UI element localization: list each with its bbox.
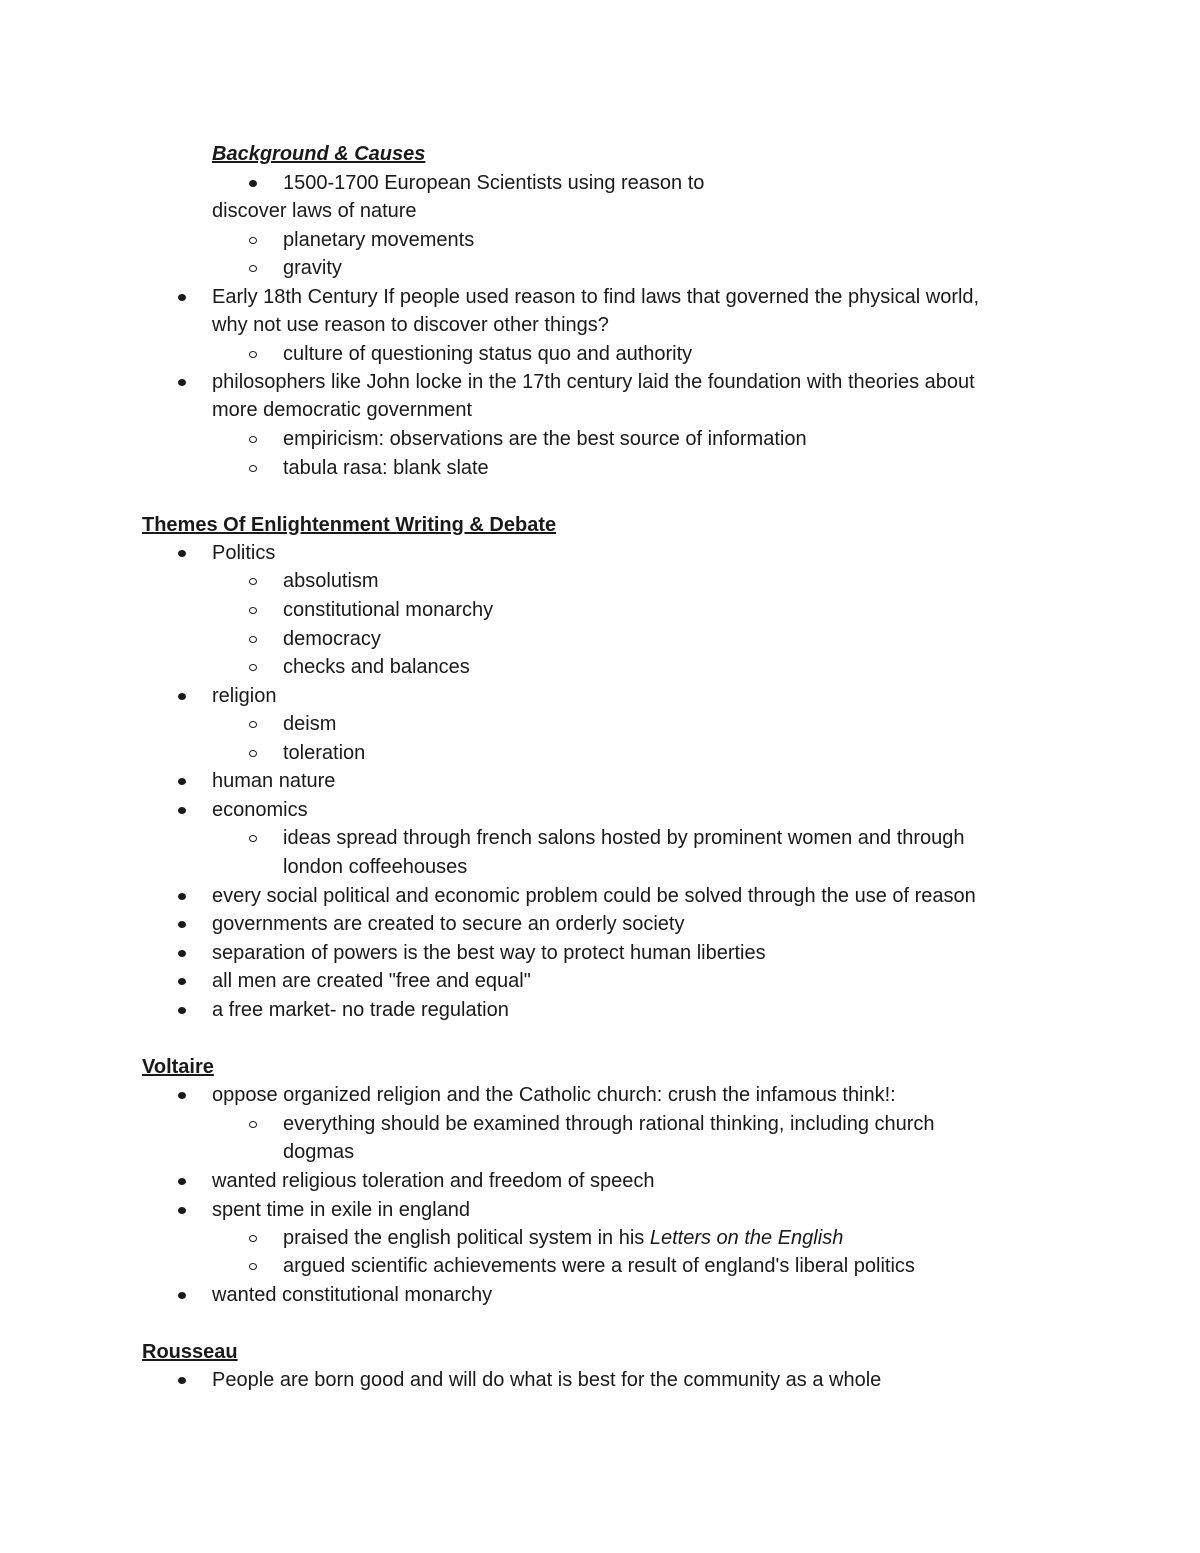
sub-list-item-text: empiricism: observations are the best source of information (283, 428, 807, 450)
list-item (212, 967, 531, 995)
list-item (212, 1366, 881, 1394)
sub-list-item-text: culture of questioning status quo and authority (283, 343, 693, 365)
sub-list-item (283, 425, 807, 453)
sub-list-item-text: democracy (283, 628, 381, 650)
hollow-bullet-icon (249, 1235, 257, 1242)
sub-list-item (283, 1252, 915, 1280)
sub-list-item-text: checks and balances (283, 656, 470, 678)
section-heading-voltaire: Voltaire (142, 1056, 214, 1078)
sub-list-item-continuation: dogmas (283, 1141, 355, 1163)
hollow-bullet-icon (249, 237, 257, 244)
sub-list-item-text: constitutional monarchy (283, 599, 494, 621)
list-item (212, 1167, 655, 1195)
hollow-bullet-icon (249, 465, 257, 472)
list-item (212, 939, 766, 967)
sub-list-item (283, 625, 381, 653)
list-item (212, 283, 979, 311)
list-item-text: 1500-1700 European Scientists using reason to (283, 172, 705, 194)
sub-list-item (283, 710, 336, 738)
sub-list-item (283, 1110, 935, 1138)
hollow-bullet-icon (249, 351, 257, 358)
bullet-icon (178, 1292, 186, 1299)
bullet-icon (178, 950, 186, 957)
sub-list-item (283, 653, 470, 681)
bullet-icon (178, 978, 186, 985)
list-item (283, 169, 704, 197)
hollow-bullet-icon (249, 664, 257, 671)
list-item-text: all men are created "free and equal" (212, 970, 531, 992)
list-item-text: spent time in exile in england (212, 1199, 470, 1221)
hollow-bullet-icon (249, 835, 257, 842)
bullet-icon (178, 778, 186, 785)
sub-list-item-text: argued scientific achievements were a result of england's liberal politics (283, 1255, 915, 1277)
sub-list-item-text: gravity (283, 257, 342, 279)
list-item (212, 996, 509, 1024)
bullet-icon (178, 893, 186, 900)
list-item-text: Early 18th Century If people used reason to find laws that governed the physical world, (212, 286, 980, 308)
list-item-text: separation of powers is the best way to protect human liberties (212, 942, 766, 964)
sub-list-item-text: praised the english political system in his (283, 1227, 650, 1249)
sub-list-item-text: tabula rasa: blank slate (283, 457, 489, 479)
bullet-icon (178, 1377, 186, 1384)
bullet-icon (178, 1007, 186, 1014)
hollow-bullet-icon (249, 436, 257, 443)
list-item-text: a free market- no trade regulation (212, 999, 509, 1021)
sub-list-item-text: ideas spread through french salons hosted by prominent women and through (283, 827, 965, 849)
bullet-icon (178, 807, 186, 814)
sub-list-item (283, 567, 379, 595)
bullet-icon (249, 180, 257, 187)
hollow-bullet-icon (249, 750, 257, 757)
list-item (212, 796, 308, 824)
list-item-text: wanted religious toleration and freedom of speech (212, 1170, 655, 1192)
list-item (212, 539, 275, 567)
sub-list-item (283, 340, 692, 368)
sub-list-item-text: absolutism (283, 570, 379, 592)
list-item-text: wanted constitutional monarchy (212, 1284, 493, 1306)
list-item (212, 1081, 896, 1109)
book-title: Letters on the English (649, 1227, 844, 1249)
sub-list-item-continuation: london coffeehouses (283, 856, 468, 878)
list-item (212, 767, 335, 795)
hollow-bullet-icon (249, 721, 257, 728)
bullet-icon (178, 1178, 186, 1185)
bullet-icon (178, 1207, 186, 1214)
list-item-text: oppose organized religion and the Catholic church: crush the infamous think!: (212, 1084, 896, 1106)
sub-list-item-text: planetary movements (283, 229, 475, 251)
hollow-bullet-icon (249, 1263, 257, 1270)
hollow-bullet-icon (249, 607, 257, 614)
list-item (212, 368, 975, 396)
sub-list-item-text: everything should be examined through rational thinking, including church (283, 1113, 935, 1135)
sub-list-item-text: toleration (283, 742, 366, 764)
list-item (212, 682, 276, 710)
section-heading-themes: Themes Of Enlightenment Writing & Debate (142, 514, 557, 536)
bullet-icon (178, 294, 186, 301)
list-item-text: every social political and economic problem could be solved through the use of reason (212, 885, 976, 907)
list-item (212, 882, 976, 910)
section-heading-background: Background & Causes (212, 143, 426, 165)
list-item (212, 1281, 492, 1309)
section-heading-rousseau: Rousseau (142, 1341, 238, 1363)
list-item-text: Politics (212, 542, 276, 564)
list-item-text: governments are created to secure an orderly society (212, 913, 685, 935)
sub-list-item (283, 226, 474, 254)
sub-list-item (283, 739, 365, 767)
list-item-continuation: more democratic government (212, 399, 473, 421)
bullet-icon (178, 550, 186, 557)
list-item-text: economics (212, 799, 308, 821)
sub-list-item (283, 824, 965, 852)
list-item (212, 910, 684, 938)
hollow-bullet-icon (249, 636, 257, 643)
list-item-text: human nature (212, 770, 336, 792)
sub-list-item (283, 596, 493, 624)
list-item-continuation: why not use reason to discover other things? (212, 314, 609, 336)
bullet-icon (178, 693, 186, 700)
sub-list-item-text: deism (283, 713, 337, 735)
list-item-continuation: discover laws of nature (212, 200, 417, 222)
hollow-bullet-icon (249, 1121, 257, 1128)
list-item-text: philosophers like John locke in the 17th century laid the foundation with theories about (212, 371, 975, 393)
sub-list-item (283, 454, 489, 482)
list-item-text: People are born good and will do what is best for the community as a whole (212, 1369, 882, 1391)
list-item (212, 1196, 470, 1224)
hollow-bullet-icon (249, 578, 257, 585)
sub-list-item (283, 254, 342, 282)
bullet-icon (178, 921, 186, 928)
bullet-icon (178, 1092, 186, 1099)
bullet-icon (178, 379, 186, 386)
sub-list-item (283, 1224, 843, 1252)
list-item-text: religion (212, 685, 277, 707)
hollow-bullet-icon (249, 265, 257, 272)
